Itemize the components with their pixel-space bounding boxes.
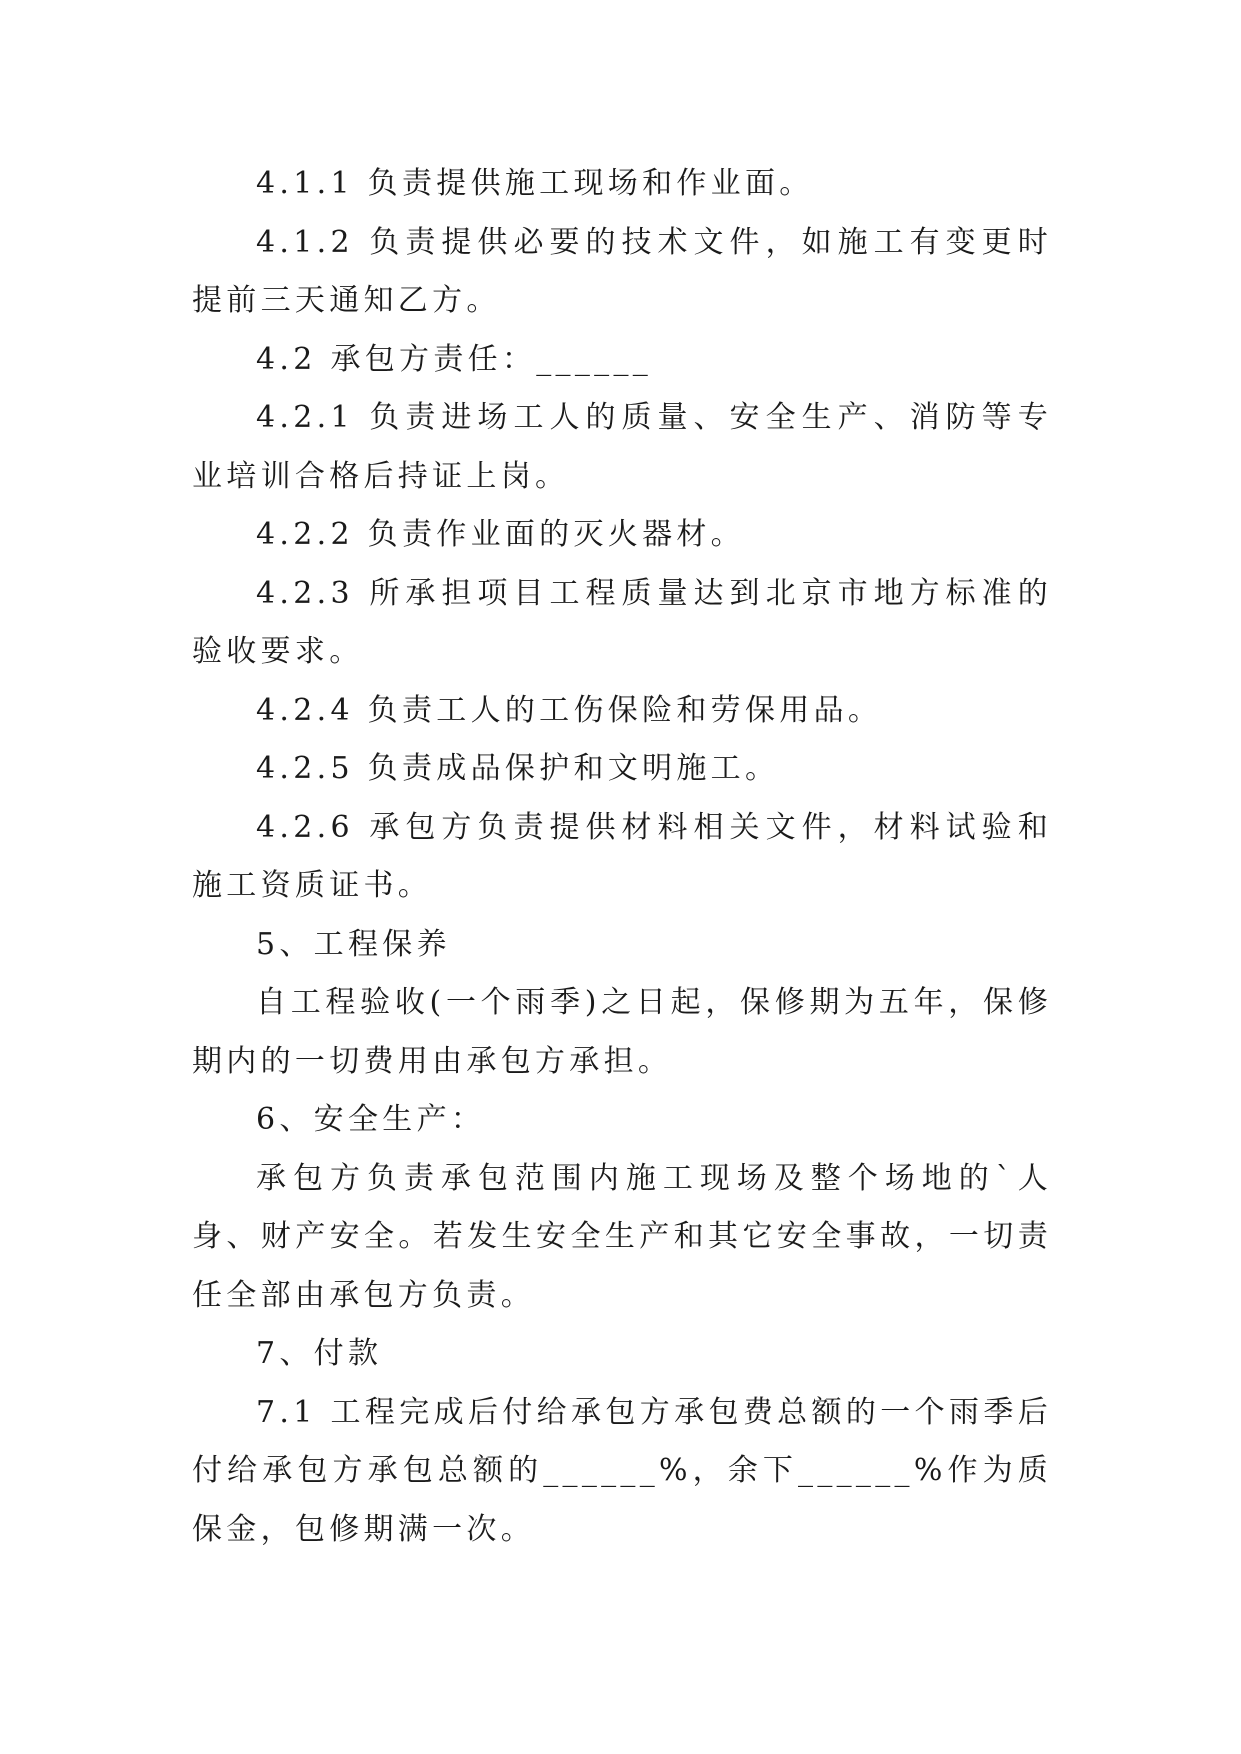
- section-5-body: 自工程验收(一个雨季)之日起，保修期为五年，保修期内的一切费用由承包方承担。: [192, 985, 1052, 1079]
- clause-4-2-5: 4.2.5 负责成品保护和文明施工。: [256, 751, 780, 786]
- clause-4-2-4: 4.2.4 负责工人的工伤保险和劳保用品。: [256, 692, 883, 728]
- clause-4-2-3: 4.2.3 所承担项目工程质量达到北京市地方标准的验收要求。: [192, 575, 1052, 669]
- section-6-heading: 6、安全生产：: [256, 1102, 486, 1137]
- clause-4-1-2: 4.1.2 负责提供必要的技术文件，如施工有变更时提前三天通知乙方。: [192, 224, 1052, 318]
- section-7-heading: 7、付款: [256, 1336, 383, 1371]
- section-5-heading: 5、工程保养: [256, 926, 451, 962]
- clause-4-2-6: 4.2.6 承包方负责提供材料相关文件，材料试验和施工资质证书。: [192, 809, 1052, 903]
- section-6-body: 承包方负责承包范围内施工现场及整个场地的`人身、财产安全。若发生安全生产和其它安全事故，一切责任全部由承包方负责。: [192, 1160, 1052, 1313]
- clause-4-1-1: 4.1.1 负责提供施工现场和作业面。: [256, 166, 814, 201]
- clause-7-1: 7.1 工程完成后付给承包方承包费总额的一个雨季后付给承包方承包总额的______%，余下______%作为质保金，包修期满一次。: [192, 1394, 1052, 1547]
- clause-4-2-1: 4.2.1 负责进场工人的质量、安全生产、消防等专业培训合格后持证上岗。: [192, 400, 1052, 494]
- clause-4-2-2: 4.2.2 负责作业面的灭火器材。: [256, 517, 745, 552]
- document-body: [192, 155, 1052, 1559]
- clause-4-2-heading: 4.2 承包方责任：______: [256, 341, 653, 377]
